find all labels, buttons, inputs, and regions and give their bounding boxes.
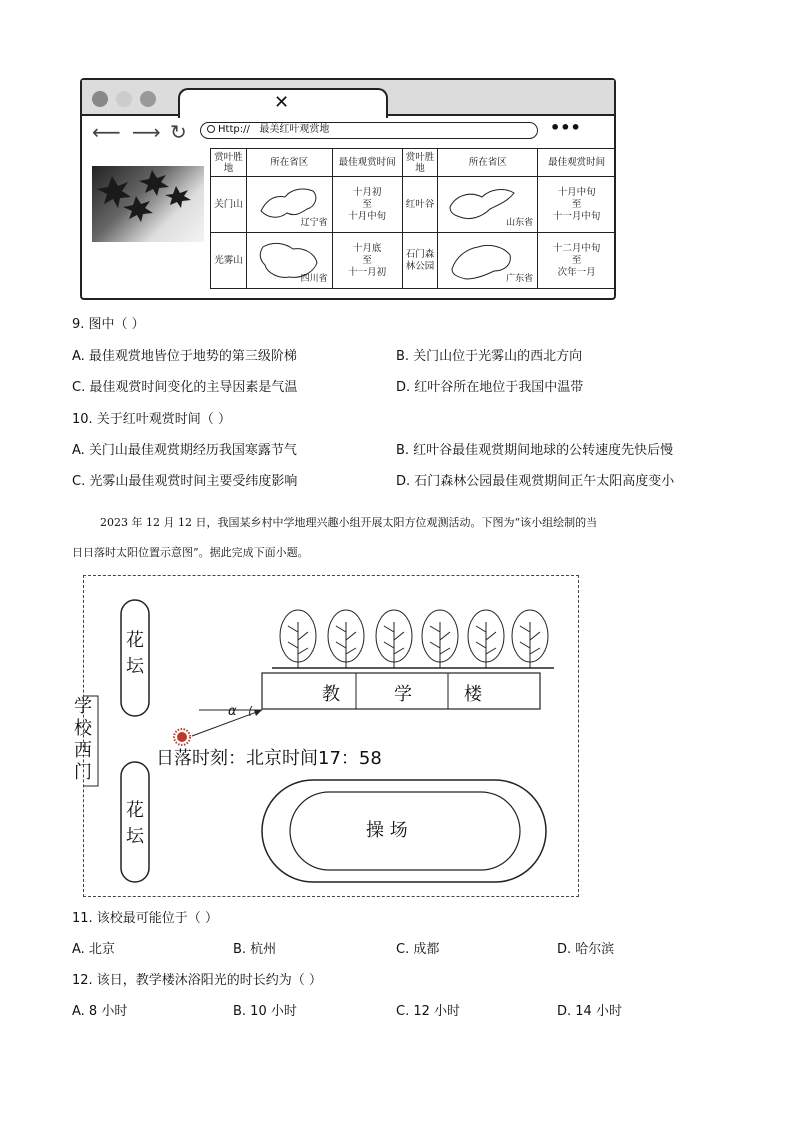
time-to: 至 [571,254,582,266]
province-map-cell [246,233,332,289]
search-icon [207,125,215,133]
table-row [211,177,616,233]
flowerbed-top-label [126,628,144,680]
question-9-option-a: A. 最佳观赏地皆位于地势的第三级阶梯 [72,349,297,364]
char: 西 [74,740,92,761]
intro-line-1: 2023 年 12 月 12 日，我国某乡村中学地理兴趣小组开展太阳方位观测活动。下图为“该小组绘制的当 [100,516,598,529]
province-map-cell [438,233,538,289]
viewing-time [538,177,616,233]
sun-icon [174,729,190,745]
question-12-option-d: D. 14 小时 [557,1004,622,1019]
close-icon: ✕ [274,92,290,113]
char: 校 [74,718,92,739]
window-dot-icon [116,91,132,107]
char: 坛 [126,656,144,677]
trees [272,610,554,668]
question-9-option-c: C. 最佳观赏时间变化的主导因素是气温 [72,380,298,395]
province-map-cell [246,177,332,233]
time-start: 十月底 [352,242,382,254]
reload-icon: ↻ [170,120,187,144]
char: 门 [74,762,92,783]
question-10-option-c: C. 光雾山最佳观赏时间主要受纬度影响 [72,474,298,489]
question-9-option-d: D. 红叶谷所在地位于我国中温带 [396,380,584,395]
url-bar [200,122,538,139]
time-end: 十月中旬 [348,210,387,222]
sunset-time-label: 日落时刻：北京时间17：58 [156,748,382,769]
browser-tab [178,88,388,118]
char: 花 [126,630,144,651]
time-end: 十一月初 [348,266,387,278]
time-start: 十月初 [352,186,382,198]
window-dot-icon [92,91,108,107]
flowerbed-bottom-label [126,798,144,850]
question-10-option-b: B. 红叶谷最佳观赏期间地球的公转速度先快后慢 [396,443,674,458]
header-province: 所在省区 [438,149,538,177]
window-dot-icon [140,91,156,107]
header-province: 所在省区 [246,149,332,177]
angle-label: α [228,704,237,719]
sunset-diagram [74,575,579,897]
table-row [211,233,616,289]
province-name: 广东省 [506,274,534,284]
browser-titlebar [82,80,614,116]
question-11-option-c: C. 成都 [396,942,440,957]
question-10-option-d: D. 石门森林公园最佳观赏期间正午太阳高度变小 [396,474,675,489]
url-prefix: Http:// [218,124,250,135]
header-time: 最佳观赏时间 [538,149,616,177]
question-11-stem: 11. 该校最可能位于（ ） [72,911,218,926]
building-char-2: 学 [394,684,412,705]
spot-name: 光雾山 [211,233,247,289]
intro-line-2: 日日落时太阳位置示意图”。据此完成下面小题。 [72,546,309,559]
question-12-option-b: B. 10 小时 [233,1004,297,1019]
question-12-stem: 12. 该日，教学楼沐浴阳光的时长约为（ ） [72,973,322,988]
header-time: 最佳观赏时间 [332,149,402,177]
province-name: 四川省 [300,274,328,284]
building-char-3: 楼 [464,684,482,705]
time-end: 次年一月 [557,266,596,278]
viewing-time [538,233,616,289]
more-icon: ••• [550,118,581,137]
sun-ray [192,710,262,736]
building-char-1: 教 [322,684,340,705]
time-start: 十二月中旬 [552,242,601,254]
browser-figure [80,78,616,300]
question-11-option-d: D. 哈尔滨 [557,942,615,957]
question-11-option-a: A. 北京 [72,942,115,957]
question-12-option-a: A. 8 小时 [72,1004,128,1019]
province-name: 辽宁省 [300,218,328,228]
red-leaf-table [210,148,616,289]
question-9-stem: 9. 图中（ ） [72,317,145,332]
question-9-option-b: B. 关门山位于光雾山的西北方向 [396,349,583,364]
char: 花 [126,800,144,821]
question-10-stem: 10. 关于红叶观赏时间（ ） [72,412,231,427]
forward-arrow-icon: ⟶ [132,120,161,144]
spot-name: 关门山 [211,177,247,233]
time-to: 至 [571,198,582,210]
viewing-time [332,233,402,289]
time-end: 十一月中旬 [552,210,601,222]
spot-name: 石门森林公园 [402,233,438,289]
time-to: 至 [362,198,372,210]
back-arrow-icon: ⟵ [92,120,121,144]
time-start: 十月中旬 [557,186,596,198]
char: 坛 [126,826,144,847]
viewing-time [332,177,402,233]
province-name: 山东省 [506,218,534,228]
time-to: 至 [362,254,372,266]
header-spot: 赏叶胜地 [211,149,247,177]
maple-leaf-photo [92,166,204,242]
question-11-option-b: B. 杭州 [233,942,277,957]
header-spot: 赏叶胜地 [402,149,438,177]
char: 学 [74,696,92,717]
playground-label: 操 场 [366,820,408,841]
question-12-option-c: C. 12 小时 [396,1004,461,1019]
question-10-option-a: A. 关门山最佳观赏期经历我国寒露节气 [72,443,297,458]
spot-name: 红叶谷 [402,177,438,233]
url-title: 最美红叶观赏地 [259,124,330,135]
west-gate-label [74,696,92,784]
province-map-cell [438,177,538,233]
